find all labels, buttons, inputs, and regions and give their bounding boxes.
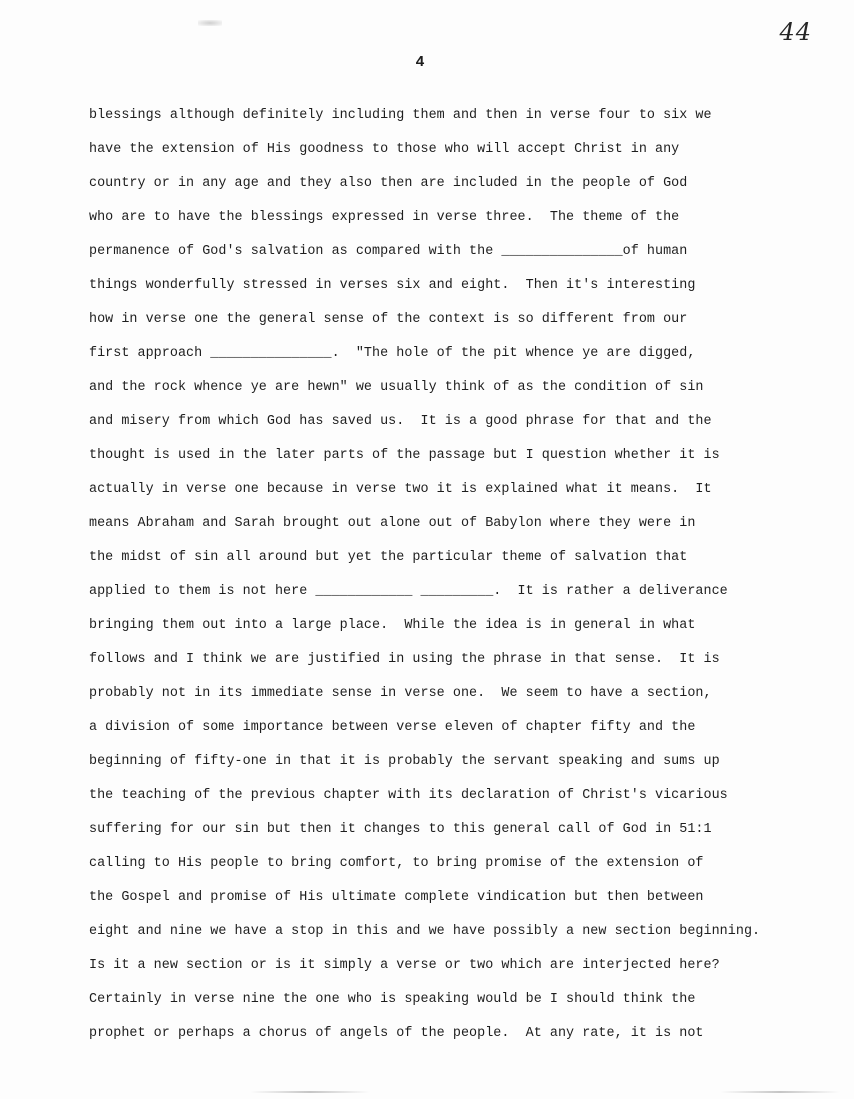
text-line: suffering for our sin but then it changes to this general call of God in 51:1: [89, 822, 712, 837]
page-number: 4: [415, 54, 425, 71]
text-line: have the extension of His goodness to those who will accept Christ in any: [89, 142, 680, 157]
text-line: a division of some importance between verse eleven of chapter fifty and the: [89, 720, 696, 735]
text-line: probably not in its immediate sense in verse one. We seem to have a section,: [89, 686, 712, 701]
handwritten-page-number: 44: [779, 18, 812, 46]
text-line: the midst of sin all around but yet the particular theme of salvation that: [89, 550, 688, 565]
scan-streak: [720, 1091, 840, 1093]
text-line: things wonderfully stressed in verses six and eight. Then it's interesting: [89, 278, 696, 293]
text-line: eight and nine we have a stop in this and we have possibly a new section beginning.: [89, 924, 761, 939]
text-line: how in verse one the general sense of the context is so different from our: [89, 312, 688, 327]
text-line: beginning of fifty-one in that it is probably the servant speaking and sums up: [89, 754, 720, 769]
text-line: actually in verse one because in verse two it is explained what it means. It: [89, 482, 712, 497]
typed-body-text: [89, 104, 789, 1056]
text-line: permanence of God's salvation as compared with the _______________of human: [89, 244, 688, 259]
scan-smudge: [198, 20, 222, 26]
text-line: follows and I think we are justified in using the phrase in that sense. It is: [89, 652, 720, 667]
text-line: country or in any age and they also then are included in the people of God: [89, 176, 688, 191]
text-line: Certainly in verse nine the one who is speaking would be I should think the: [89, 992, 696, 1007]
text-line: and misery from which God has saved us. It is a good phrase for that and the: [89, 414, 712, 429]
text-line: first approach _______________. "The hole of the pit whence ye are digged,: [89, 346, 696, 361]
scan-streak: [250, 1091, 370, 1093]
text-line: blessings although definitely including them and then in verse four to six we: [89, 108, 712, 123]
text-line: thought is used in the later parts of the passage but I question whether it is: [89, 448, 720, 463]
text-line: prophet or perhaps a chorus of angels of the people. At any rate, it is not: [89, 1026, 704, 1041]
text-line: who are to have the blessings expressed in verse three. The theme of the: [89, 210, 680, 225]
text-line: means Abraham and Sarah brought out alone out of Babylon where they were in: [89, 516, 696, 531]
text-line: and the rock whence ye are hewn" we usually think of as the condition of sin: [89, 380, 704, 395]
text-line: Is it a new section or is it simply a verse or two which are interjected here?: [89, 958, 720, 973]
text-line: bringing them out into a large place. While the idea is in general in what: [89, 618, 696, 633]
text-line: applied to them is not here ____________ _________. It is rather a deliverance: [89, 584, 728, 599]
text-line: calling to His people to bring comfort, to bring promise of the extension of: [89, 856, 704, 871]
text-line: the Gospel and promise of His ultimate complete vindication but then between: [89, 890, 704, 905]
text-line: the teaching of the previous chapter with its declaration of Christ's vicarious: [89, 788, 728, 803]
